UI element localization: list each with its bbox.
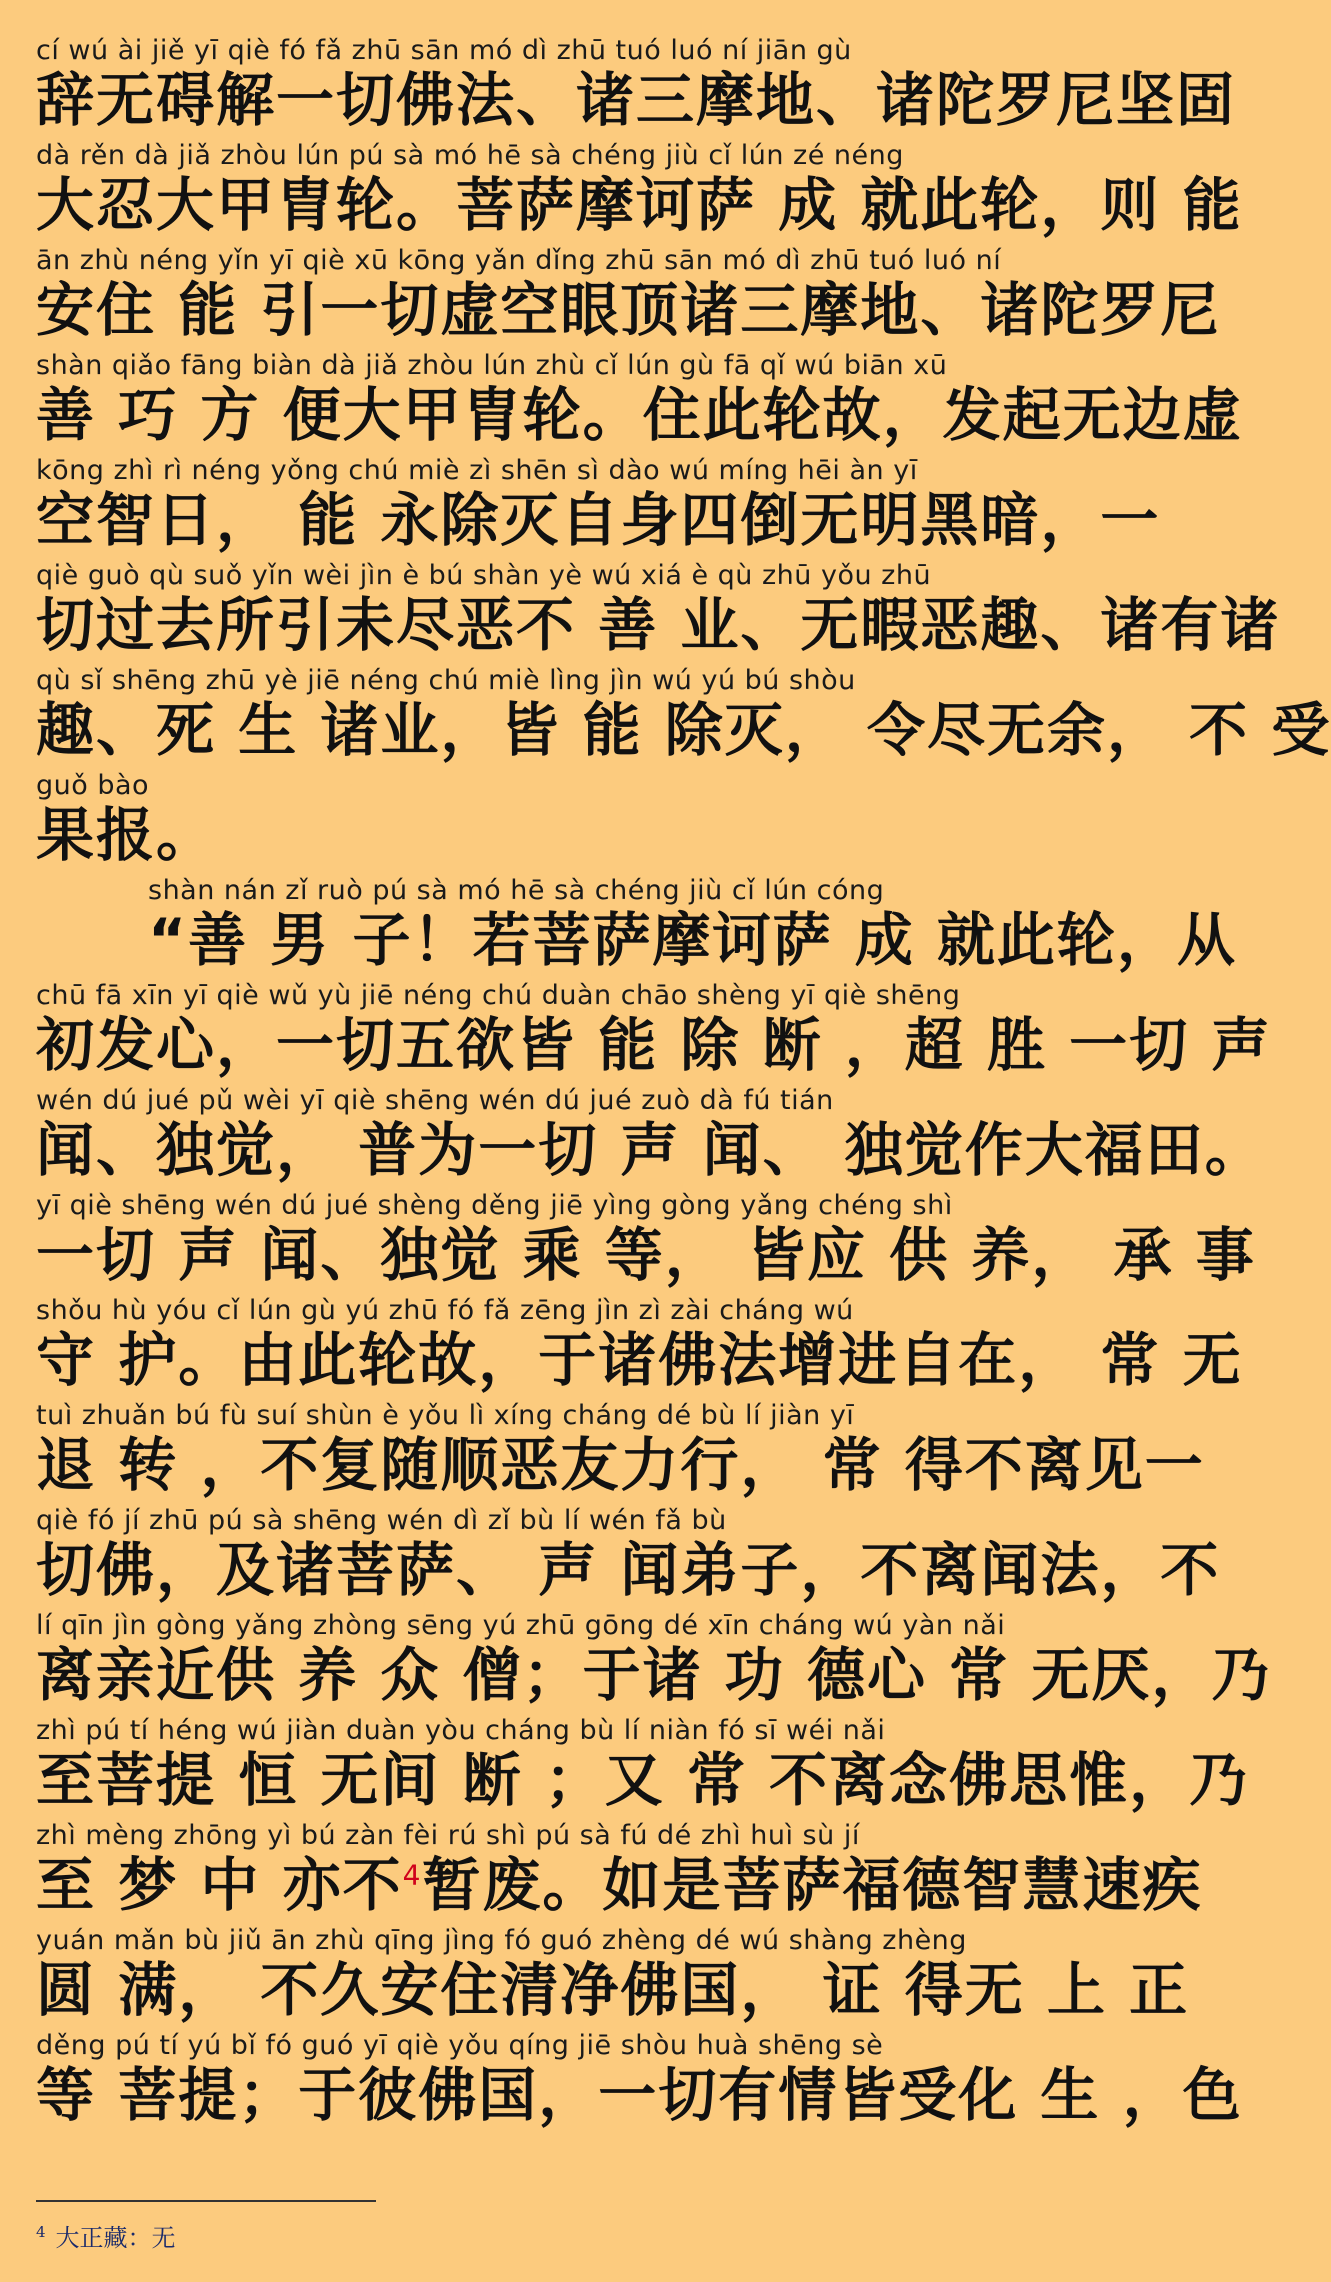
hanzi-row: 切佛，及诸菩萨、 声 闻弟子，不离闻法，不 <box>36 1536 1221 1604</box>
verse-line <box>36 1924 1190 2024</box>
footnote-marker[interactable]: 4 <box>402 1858 423 1892</box>
hanzi-segment: 暂废。如是菩萨福德智慧速疾 <box>422 1851 1203 1919</box>
verse-line <box>36 1084 1265 1184</box>
verse-line <box>36 769 1046 867</box>
pinyin-row: cí wú ài jiě yī qiè fó fǎ zhū sān mó dì zhū tuó luó ní jiān gù <box>36 35 852 66</box>
verse-line <box>36 454 1161 554</box>
verse-line <box>36 139 1243 239</box>
hanzi-row: 果报。 <box>36 801 217 869</box>
verse-line <box>36 1504 1221 1604</box>
footnote-text: 大正藏：无 <box>55 2224 176 2252</box>
hanzi-row: 离亲近供 养 众 僧；于诸 功 德心 常 无厌，乃 <box>36 1641 1272 1709</box>
verse-line <box>36 244 1221 344</box>
pinyin-row: shàn qiǎo fāng biàn dà jiǎ zhòu lún zhù cǐ lún gù fā qǐ wú biān xū <box>36 350 948 381</box>
hanzi-row: 等 菩提；于彼佛国，一切有情皆受化 生 ，色 <box>36 2061 1243 2129</box>
hanzi-row: 安住 能 引一切虚空眼顶诸三摩地、诸陀罗尼 <box>36 276 1221 344</box>
verse-line <box>36 1819 1203 1919</box>
hanzi-row <box>36 1851 1203 1919</box>
pinyin-row: yuán mǎn bù jiǔ ān zhù qīng jìng fó guó zhèng dé wú shàng zhèng <box>36 1925 967 1956</box>
verse-line <box>36 1714 1250 1814</box>
hanzi-row: 善 巧 方 便大甲胄轮。住此轮故，发起无边虚 <box>36 381 1243 449</box>
hanzi-row: 辞无碍解一切佛法、诸三摩地、诸陀罗尼坚固 <box>36 66 1237 134</box>
hanzi-row: 一切 声 闻、独觉 乘 等， 皆应 供 养， 承 事 <box>36 1221 1256 1289</box>
pinyin-row: děng pú tí yú bǐ fó guó yī qiè yǒu qíng jiē shòu huà shēng sè <box>36 2030 884 2061</box>
pinyin-row: zhì pú tí héng wú jiàn duàn yòu cháng bù lí niàn fó sī wéi nǎi <box>36 1715 886 1746</box>
pinyin-row: wén dú jué pǔ wèi yī qiè shēng wén dú jué zuò dà fú tián <box>36 1085 834 1116</box>
hanzi-row: 初发心，一切五欲皆 能 除 断 ，超 胜 一切 声 <box>36 1011 1272 1079</box>
pinyin-row: shàn nán zǐ ruò pú sà mó hē sà chéng jiù cǐ lún cóng <box>148 875 885 906</box>
pinyin-row: kōng zhì rì néng yǒng chú miè zì shēn sì dào wú míng hēi àn yī <box>36 455 918 486</box>
pinyin-row: qiè fó jí zhū pú sà shēng wén dì zǐ bù lí wén fǎ bù <box>36 1505 727 1536</box>
pinyin-row: yī qiè shēng wén dú jué shèng děng jiē yìng gòng yǎng chéng shì <box>36 1190 953 1221</box>
pinyin-row: lí qīn jìn gòng yǎng zhòng sēng yú zhū gōng dé xīn cháng wú yàn nǎi <box>36 1610 1006 1641</box>
verse-line <box>36 34 1237 134</box>
hanzi-row: 空智日， 能 永除灭自身四倒无明黑暗，一 <box>36 486 1161 554</box>
verse-line <box>36 1399 1205 1499</box>
pinyin-row: ān zhù néng yǐn yī qiè xū kōng yǎn dǐng zhū sān mó dì zhū tuó luó ní <box>36 245 1002 276</box>
pinyin-row: tuì zhuǎn bú fù suí shùn è yǒu lì xíng cháng dé bù lí jiàn yī <box>36 1400 855 1431</box>
pinyin-row: chū fā xīn yī qiè wǔ yù jiē néng chú duàn chāo shèng yī qiè shēng <box>36 980 961 1011</box>
verse-line <box>36 1294 1243 1394</box>
hanzi-segment: 至 梦 中 亦不 <box>36 1851 403 1919</box>
pinyin-row: qù sǐ shēng zhū yè jiē néng chú miè lìng jìn wú yú bú shòu <box>36 665 856 696</box>
verse-line <box>36 664 1331 764</box>
verse-line <box>36 979 1272 1079</box>
hanzi-row: 闻、独觉， 普为一切 声 闻、 独觉作大福田。 <box>36 1116 1265 1184</box>
hanzi-row: 趣、死 生 诸业，皆 能 除灭， 令尽无余， 不 受 <box>36 696 1331 764</box>
hanzi-row: 圆 满， 不久安住清净佛国， 证 得无 上 正 <box>36 1956 1190 2024</box>
hanzi-row: 守 护。由此轮故，于诸佛法增进自在， 常 无 <box>36 1326 1243 1394</box>
verse-line <box>36 349 1243 449</box>
hanzi-row: “善 男 子！若菩萨摩诃萨 成 就此轮，从 <box>148 906 1237 974</box>
verse-line <box>36 2029 1243 2129</box>
hanzi-row: 大忍大甲胄轮。菩萨摩诃萨 成 就此轮，则 能 <box>36 171 1243 239</box>
footnote <box>36 2218 176 2253</box>
hanzi-row: 切过去所引未尽恶不 善 业、无暇恶趣、诸有诸 <box>36 591 1281 659</box>
pinyin-row: zhì mèng zhōng yì bú zàn fèi rú shì pú sà fú dé zhì huì sù jí <box>36 1820 860 1851</box>
verse-line <box>36 1609 1272 1709</box>
pinyin-row: shǒu hù yóu cǐ lún gù yú zhū fó fǎ zēng jìn zì zài cháng wú <box>36 1295 854 1326</box>
pinyin-row: qiè guò qù suǒ yǐn wèi jìn è bú shàn yè wú xiá è qù zhū yǒu zhū <box>36 560 932 591</box>
hanzi-row: 至菩提 恒 无间 断 ；又 常 不离念佛思惟，乃 <box>36 1746 1250 1814</box>
pinyin-row: guǒ bào <box>36 770 150 801</box>
verse-line <box>36 1189 1256 1289</box>
footnote-number: 4 <box>36 2223 46 2241</box>
hanzi-row: 退 转 ，不复随顺恶友力行， 常 得不离见一 <box>36 1431 1205 1499</box>
verse-line <box>36 874 1237 974</box>
footnote-divider <box>36 2200 376 2202</box>
pinyin-row: dà rěn dà jiǎ zhòu lún pú sà mó hē sà chéng jiù cǐ lún zé néng <box>36 140 904 171</box>
verse-line <box>36 559 1281 659</box>
